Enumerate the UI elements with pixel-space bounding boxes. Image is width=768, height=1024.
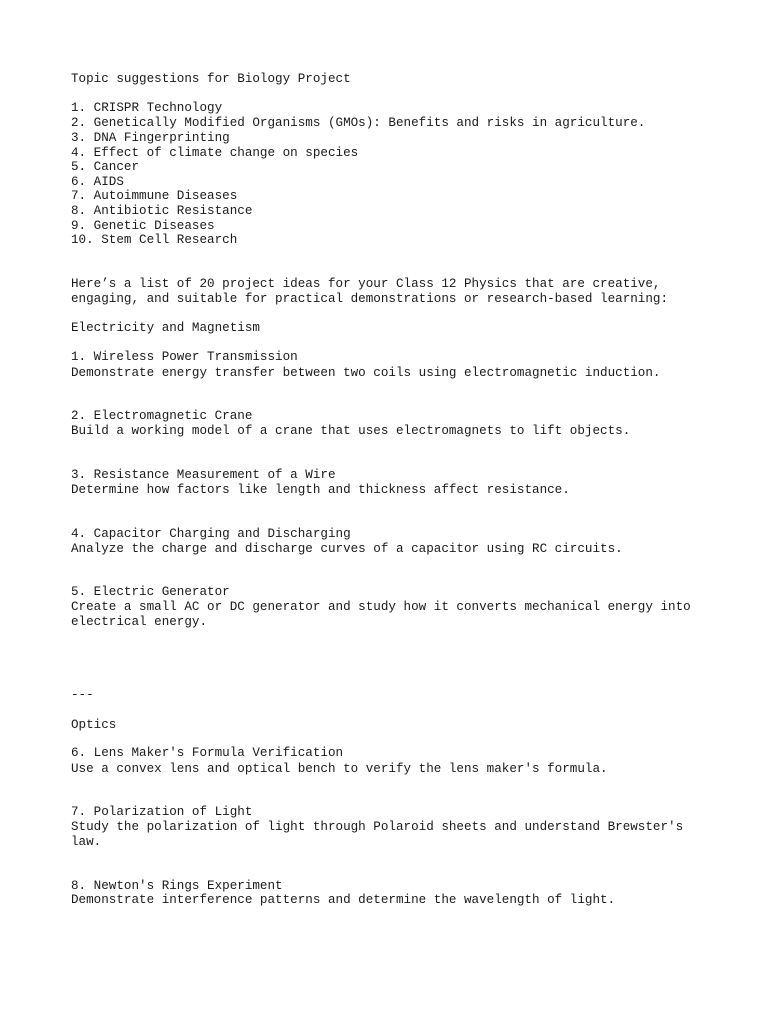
biology-topic-8: 8. Antibiotic Resistance — [71, 204, 253, 218]
project-1-title: 1. Wireless Power Transmission — [71, 350, 298, 364]
project-2-title: 2. Electromagnetic Crane — [71, 409, 253, 423]
physics-intro-line-1: Here’s a list of 20 project ideas for your Class 12 Physics that are creative, — [71, 277, 661, 291]
project-5-description-line-1: Create a small AC or DC generator and study how it converts mechanical energy into — [71, 600, 691, 614]
project-1-description: Demonstrate energy transfer between two coils using electromagnetic induction. — [71, 366, 661, 380]
physics-intro-line-2: engaging, and suitable for practical demonstrations or research-based learning: — [71, 292, 669, 306]
biology-heading: Topic suggestions for Biology Project — [71, 72, 351, 86]
biology-topic-6: 6. AIDS — [71, 175, 124, 189]
project-8-title: 8. Newton's Rings Experiment — [71, 879, 283, 893]
project-5-description-line-2: electrical energy. — [71, 615, 208, 629]
electricity-heading: Electricity and Magnetism — [71, 321, 260, 335]
project-6-title: 6. Lens Maker's Formula Verification — [71, 746, 344, 760]
project-8-description: Demonstrate interference patterns and determine the wavelength of light. — [71, 893, 616, 907]
project-4-title: 4. Capacitor Charging and Discharging — [71, 527, 351, 541]
project-5-title: 5. Electric Generator — [71, 585, 230, 599]
project-3-description: Determine how factors like length and thickness affect resistance. — [71, 483, 570, 497]
project-7-title: 7. Polarization of Light — [71, 805, 253, 819]
project-7-description-line-1: Study the polarization of light through Polaroid sheets and understand Brewster's — [71, 820, 684, 834]
biology-topic-2: 2. Genetically Modified Organisms (GMOs): Benefits and risks in agriculture. — [71, 116, 646, 130]
project-7-description-line-2: law. — [71, 835, 102, 849]
biology-topic-9: 9. Genetic Diseases — [71, 219, 215, 233]
project-6-description: Use a convex lens and optical bench to verify the lens maker's formula. — [71, 762, 608, 776]
biology-topic-5: 5. Cancer — [71, 160, 140, 174]
project-3-title: 3. Resistance Measurement of a Wire — [71, 468, 336, 482]
biology-topic-7: 7. Autoimmune Diseases — [71, 189, 238, 203]
biology-topic-3: 3. DNA Fingerprinting — [71, 131, 230, 145]
project-2-description: Build a working model of a crane that uses electromagnets to lift objects. — [71, 424, 631, 438]
biology-topic-1: 1. CRISPR Technology — [71, 101, 223, 115]
biology-topic-4: 4. Effect of climate change on species — [71, 146, 359, 160]
project-4-description: Analyze the charge and discharge curves of a capacitor using RC circuits. — [71, 542, 623, 556]
biology-topic-10: 10. Stem Cell Research — [71, 233, 238, 247]
section-separator: --- — [71, 688, 94, 702]
optics-heading: Optics — [71, 718, 117, 732]
